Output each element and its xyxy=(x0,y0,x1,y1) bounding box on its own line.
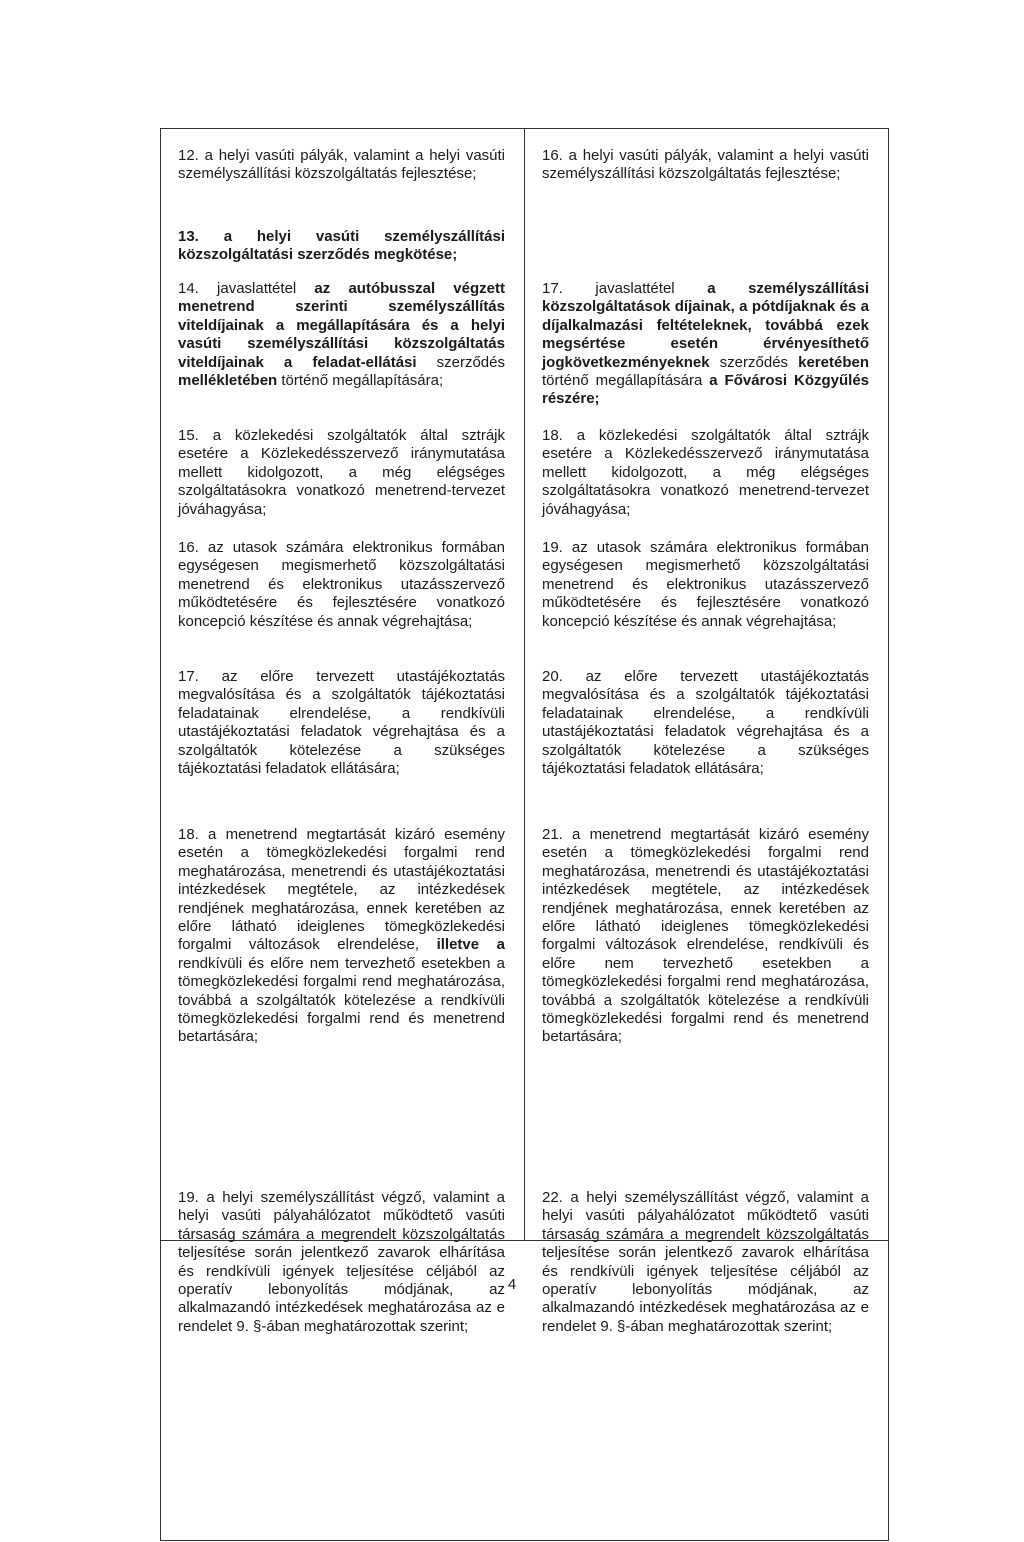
left-item-12: 12. a helyi vasúti pályák, valamint a helyi vasúti személyszállítási közszolgáltatás fejlesztése; xyxy=(178,147,505,183)
right-item-17-bold-3: a Fővárosi Közgyűlés részére; xyxy=(542,372,870,408)
left-item-13: 13. a helyi vasúti személyszállítási közszolgáltatási szerződés megkötése; xyxy=(178,228,505,264)
right-item-17 xyxy=(542,280,869,409)
right-item-16: 16. a helyi vasúti pályák, valamint a helyi vasúti személyszállítási közszolgáltatás fejlesztése; xyxy=(542,147,869,183)
left-item-17: 17. az előre tervezett utastájékoztatás megvalósítása és a szolgáltatók tájékoztatási feladatainak elrendelése, a rendkívüli utastájékoztatási feladatok végrehajtása és a szolgáltatók kötelezése a szükséges tájékoztatási feladatok ellátására; xyxy=(178,668,505,778)
right-item-17-bold-2: keretében xyxy=(798,353,869,371)
left-column xyxy=(161,129,525,1335)
left-item-14-bold-2: mellékletében xyxy=(178,372,278,390)
right-item-20: 20. az előre tervezett utastájékoztatás megvalósítása és a szolgáltatók tájékoztatási feladatainak elrendelése, a rendkívüli utastájékoztatási feladatok végrehajtása és a szolgáltatók kötelezése a szükséges tájékoztatási feladatok ellátására; xyxy=(542,668,869,778)
right-item-22: 22. a helyi személyszállítást végző, valamint a helyi vasúti pályahálózatot működtető vasúti társaság számára a megrendelt közszolgáltatás teljesítése során jelentkező zavarok elhárítása és rendkívüli igények teljesítése céljából az operatív lebonyolítás módjának, az alkalmazandó intézkedések meghatározása az e rendelet 9. §-ában meghatározottak szerint; xyxy=(542,1189,869,1335)
right-item-17-mid-2: történő megállapítására xyxy=(542,372,710,390)
left-item-14-bold-1: az autóbusszal végzett menetrend szerinti személyszállítás viteldíjainak a megállapítására és a helyi vasúti személyszállítási közszolgáltatás viteldíjainak a feladat-ellátási xyxy=(178,280,505,371)
left-item-18-tail: rendkívüli és előre nem tervezhető esetekben a tömegközlekedési forgalmi rend meghatározása, továbbá a szolgáltatók kötelezése a rendkívüli tömegközlekedési forgalmi rend és menetrend betartására; xyxy=(178,954,505,1046)
page-number: 4 xyxy=(507,1276,517,1293)
right-item-17-bold-1: a személyszállítási közszolgáltatások díjainak, a pótdíjaknak és a díjalkalmazási feltételeknek, továbbá ezek megsértése esetén érvényesíthető jogkövetkezményeknek xyxy=(542,280,869,371)
right-item-21: 21. a menetrend megtartását kizáró esemény esetén a tömegközlekedési forgalmi rend meghatározása, menetrendi és utastájékoztatási intézkedések megtétele, az intézkedések rendjének meghatározása, ennek keretében az előre látható ideiglenes tömegközlekedési forgalmi változások elrendelése, rendkívüli és előre nem tervezhető esetekben a tömegközlekedési forgalmi rend meghatározása, továbbá a szolgáltatók kötelezése a rendkívüli tömegközlekedési forgalmi rend és menetrend betartására; xyxy=(542,826,869,1046)
right-item-17-mid: szerződés xyxy=(709,353,799,371)
left-item-14 xyxy=(178,280,505,390)
right-item-19: 19. az utasok számára elektronikus formában egységesen megismerhető közszolgáltatási menetrend és elektronikus utazásszervező működtetésére és fejlesztésére vonatkozó koncepció készítése és annak végrehajtása; xyxy=(542,539,869,630)
right-item-18: 18. a közlekedési szolgáltatók által sztrájk esetére a Közlekedésszervező iránymutatása mellett kidolgozott, a még elégséges szolgáltatásokra vonatkozó menetrend-tervezet jóváhagyása; xyxy=(542,427,869,518)
left-item-15: 15. a közlekedési szolgáltatók által sztrájk esetére a Közlekedésszervező iránymutatása mellett kidolgozott, a még elégséges szolgáltatásokra vonatkozó menetrend-tervezet jóváhagyása; xyxy=(178,427,505,518)
right-item-17-lead: 17. javaslattétel xyxy=(542,280,708,297)
left-item-18-bold: illetve a xyxy=(436,936,505,954)
left-item-16: 16. az utasok számára elektronikus formában egységesen megismerhető közszolgáltatási menetrend és elektronikus utazásszervező működtetésére és fejlesztésére vonatkozó koncepció készítése és annak végrehajtása; xyxy=(178,539,505,630)
left-item-19: 19. a helyi személyszállítást végző, valamint a helyi vasúti pályahálózatot működtető vasúti társaság számára a megrendelt közszolgáltatás teljesítése során jelentkező zavarok elhárítása és rendkívüli igények teljesítése céljából az operatív lebonyolítás módjának, az alkalmazandó intézkedések meghatározása az e rendelet 9. §-ában meghatározottak szerint; xyxy=(178,1189,505,1335)
left-item-14-tail: történő megállapítására; xyxy=(277,372,444,390)
document-comparison-table xyxy=(160,128,889,1335)
left-item-14-lead: 14. javaslattétel xyxy=(178,280,315,297)
left-item-18 xyxy=(178,826,505,1047)
left-item-14-mid: szerződés xyxy=(416,353,505,371)
left-item-18-lead: 18. a menetrend megtartását kizáró esemény esetén a tömegközlekedési forgalmi rend meghatározása, menetrendi és utastájékoztatási intézkedések megtétele, az intézkedések rendjének meghatározása, ennek keretében az előre látható ideiglenes tömegközlekedési forgalmi változások elrendelése, xyxy=(178,826,505,954)
right-column xyxy=(525,129,888,1335)
